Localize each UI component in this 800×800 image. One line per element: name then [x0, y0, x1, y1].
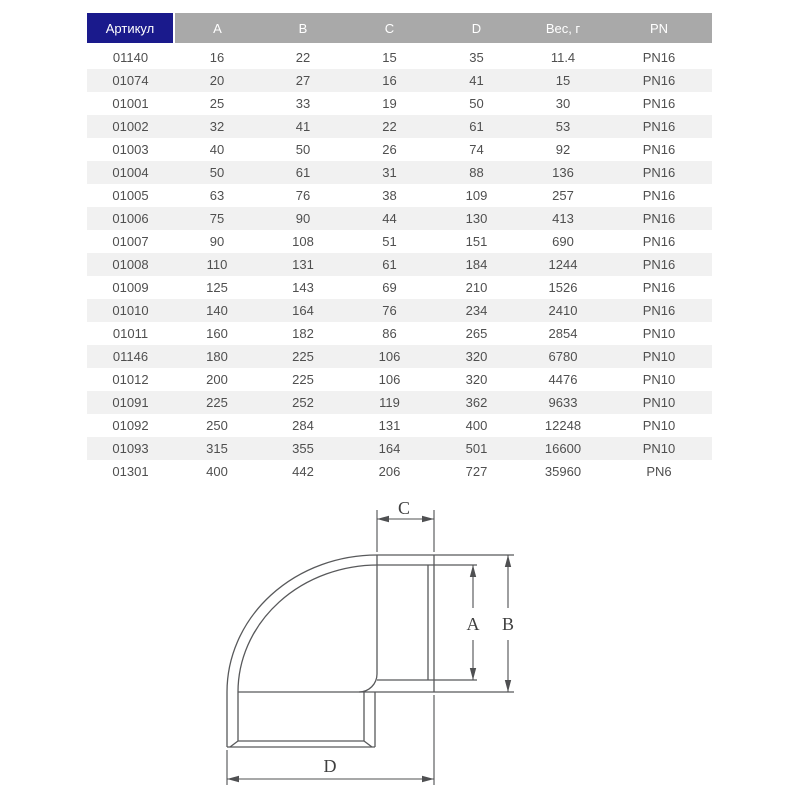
arrow-d-left [227, 776, 239, 782]
table-cell: PN10 [642, 349, 676, 364]
leg-chamfer-left [230, 741, 238, 747]
arrow-c-left [377, 516, 389, 522]
inner-corner-fillet [359, 674, 377, 692]
inner-bend-arc [238, 565, 378, 692]
table-cell: 50 [209, 165, 225, 180]
table-cell: PN6 [646, 464, 672, 479]
arrow-c-right [422, 516, 434, 522]
table-cell: 400 [206, 464, 228, 479]
table-cell: 136 [552, 165, 574, 180]
table-cell: 35 [469, 50, 484, 65]
table-cell: 1526 [548, 280, 578, 295]
arrow-a-up [470, 565, 476, 577]
table-cell: 90 [295, 211, 311, 226]
table-cell: 53 [555, 119, 571, 134]
table-cell: 01007 [112, 234, 149, 249]
leg-chamfer-right [364, 741, 372, 747]
table-cell: 250 [206, 418, 228, 433]
table-cell: 01006 [112, 211, 149, 226]
table-cell: 140 [206, 303, 228, 318]
arrow-b-up [505, 555, 511, 567]
table-cell: 01074 [112, 73, 149, 88]
table-cell: 50 [469, 96, 484, 111]
table-cell: 01301 [112, 464, 149, 479]
column-header-a: A [174, 13, 260, 45]
table-cell: 400 [465, 418, 488, 433]
table-cell: 63 [209, 188, 225, 203]
table-cell: 75 [209, 211, 225, 226]
table-cell: 257 [552, 188, 574, 203]
table-cell: 30 [555, 96, 571, 111]
table-cell: PN16 [642, 234, 676, 249]
table-cell: 16 [382, 73, 397, 88]
table-cell: 92 [555, 142, 571, 157]
table-cell: 41 [469, 73, 484, 88]
table-cell: 284 [292, 418, 314, 433]
table-cell: 2410 [548, 303, 578, 318]
table-cell: 31 [382, 165, 397, 180]
table-cell: PN10 [642, 326, 676, 341]
table-cell: 109 [465, 188, 488, 203]
table-cell: 130 [465, 211, 488, 226]
arrow-a-down [470, 668, 476, 680]
table-cell: 01009 [112, 280, 149, 295]
table-cell: 01002 [112, 119, 149, 134]
table-cell: PN16 [642, 96, 676, 111]
table-cell: 442 [292, 464, 314, 479]
table-cell: 184 [465, 257, 488, 272]
outer-bend-arc [227, 555, 377, 692]
column-header-b: B [260, 13, 346, 45]
table-cell: 151 [465, 234, 488, 249]
table-cell: PN16 [642, 142, 676, 157]
table-cell: 50 [295, 142, 311, 157]
table-cell: 27 [295, 73, 311, 88]
table-cell: 164 [292, 303, 314, 318]
table-cell: 160 [206, 326, 228, 341]
table-cell: 41 [295, 119, 311, 134]
table-cell: 164 [378, 441, 401, 456]
table-cell: 355 [292, 441, 314, 456]
table-cell: 01003 [112, 142, 149, 157]
table-cell: PN16 [642, 73, 676, 88]
table-cell: 20 [209, 73, 225, 88]
table-cell: 01011 [112, 326, 149, 341]
table-cell: 44 [382, 211, 397, 226]
column-header-c: C [346, 13, 433, 45]
table-cell: 200 [206, 372, 228, 387]
table-cell: 32 [209, 119, 225, 134]
table-cell: 182 [292, 326, 314, 341]
table-cell: 690 [552, 234, 574, 249]
table-cell: 69 [382, 280, 397, 295]
table-cell: PN16 [642, 257, 676, 272]
arrow-d-right [422, 776, 434, 782]
table-cell: 125 [206, 280, 228, 295]
table-cell: 108 [292, 234, 314, 249]
table-cell: 16 [209, 50, 225, 65]
table-cell: 4476 [548, 372, 578, 387]
table-cell: 110 [206, 257, 228, 272]
table-cell: 320 [465, 349, 488, 364]
table-cell: 74 [469, 142, 484, 157]
table-cell: 01004 [112, 165, 149, 180]
table-cell: 01005 [112, 188, 149, 203]
table-cell: 206 [378, 464, 401, 479]
table-cell: 225 [206, 395, 228, 410]
dim-label-a: A [466, 614, 480, 634]
table-cell: 76 [295, 188, 311, 203]
table-cell: 131 [378, 418, 401, 433]
table-cell: 22 [295, 50, 311, 65]
table-cell: PN10 [642, 418, 676, 433]
table-cell: 01140 [112, 50, 149, 65]
table-cell: 61 [469, 119, 484, 134]
table-cell: 225 [292, 349, 314, 364]
table-cell: PN10 [642, 395, 676, 410]
table-cell: 35960 [544, 464, 582, 479]
table-cell: 119 [379, 395, 400, 410]
column-header-weight: Вес, г [520, 13, 606, 45]
table-cell: 727 [465, 464, 488, 479]
table-cell: 12248 [544, 418, 582, 433]
table-cell: 40 [209, 142, 225, 157]
table-cell: 315 [206, 441, 228, 456]
table-cell: 362 [465, 395, 488, 410]
table-cell: 86 [382, 326, 397, 341]
table-cell: 51 [382, 234, 397, 249]
table-cell: PN16 [642, 303, 676, 318]
table-cell: 180 [206, 349, 228, 364]
table-cell: 25 [209, 96, 225, 111]
table-cell: 210 [465, 280, 488, 295]
table-cell: PN16 [642, 50, 676, 65]
table-cell: PN16 [642, 188, 676, 203]
table-cell: 11.4 [550, 50, 576, 65]
table-cell: PN16 [642, 119, 676, 134]
table-cell: 234 [465, 303, 488, 318]
table-cell: 225 [292, 372, 314, 387]
table-cell: 76 [382, 303, 397, 318]
column-header-pn: PN [606, 13, 712, 45]
table-cell: 252 [292, 395, 314, 410]
table-cell: PN16 [642, 211, 676, 226]
table-cell: 01008 [112, 257, 149, 272]
table-cell: 01091 [112, 395, 149, 410]
table-cell: PN10 [642, 441, 676, 456]
table-cell: 61 [295, 165, 311, 180]
table-cell: PN10 [642, 372, 676, 387]
table-cell: 01010 [112, 303, 149, 318]
table-cell: 131 [292, 257, 314, 272]
table-cell: PN16 [642, 280, 676, 295]
dim-label-d: D [323, 756, 337, 776]
table-cell: 90 [209, 234, 225, 249]
table-cell: 01092 [112, 418, 149, 433]
table-cell: 61 [382, 257, 397, 272]
table-cell: 16600 [544, 441, 582, 456]
table-cell: 33 [295, 96, 311, 111]
table-cell: 01012 [112, 372, 149, 387]
table-cell: 15 [382, 50, 397, 65]
table-cell: 320 [465, 372, 488, 387]
table-cell: 38 [382, 188, 397, 203]
column-header-d: D [433, 13, 520, 45]
elbow-outline [227, 555, 514, 747]
table-cell: 88 [469, 165, 484, 180]
table-cell: 501 [465, 441, 488, 456]
table-cell: 106 [378, 372, 401, 387]
dim-label-b: B [501, 614, 515, 634]
dim-label-c: C [397, 498, 411, 518]
table-cell: 6780 [548, 349, 578, 364]
table-cell: 01001 [112, 96, 149, 111]
table-cell: 2854 [548, 326, 578, 341]
table-cell: PN16 [642, 165, 676, 180]
table-cell: 1244 [548, 257, 578, 272]
table-cell: 143 [292, 280, 314, 295]
table-cell: 106 [378, 349, 401, 364]
table-cell: 01093 [112, 441, 149, 456]
table-cell: 26 [382, 142, 397, 157]
column-header-artikul: Артикул [87, 13, 174, 45]
table-cell: 15 [555, 73, 571, 88]
table-cell: 19 [382, 96, 397, 111]
table-cell: 22 [382, 119, 397, 134]
arrow-b-down [505, 680, 511, 692]
table-cell: 413 [552, 211, 574, 226]
table-cell: 01146 [112, 349, 149, 364]
table-cell: 9633 [548, 395, 578, 410]
table-cell: 265 [465, 326, 488, 341]
